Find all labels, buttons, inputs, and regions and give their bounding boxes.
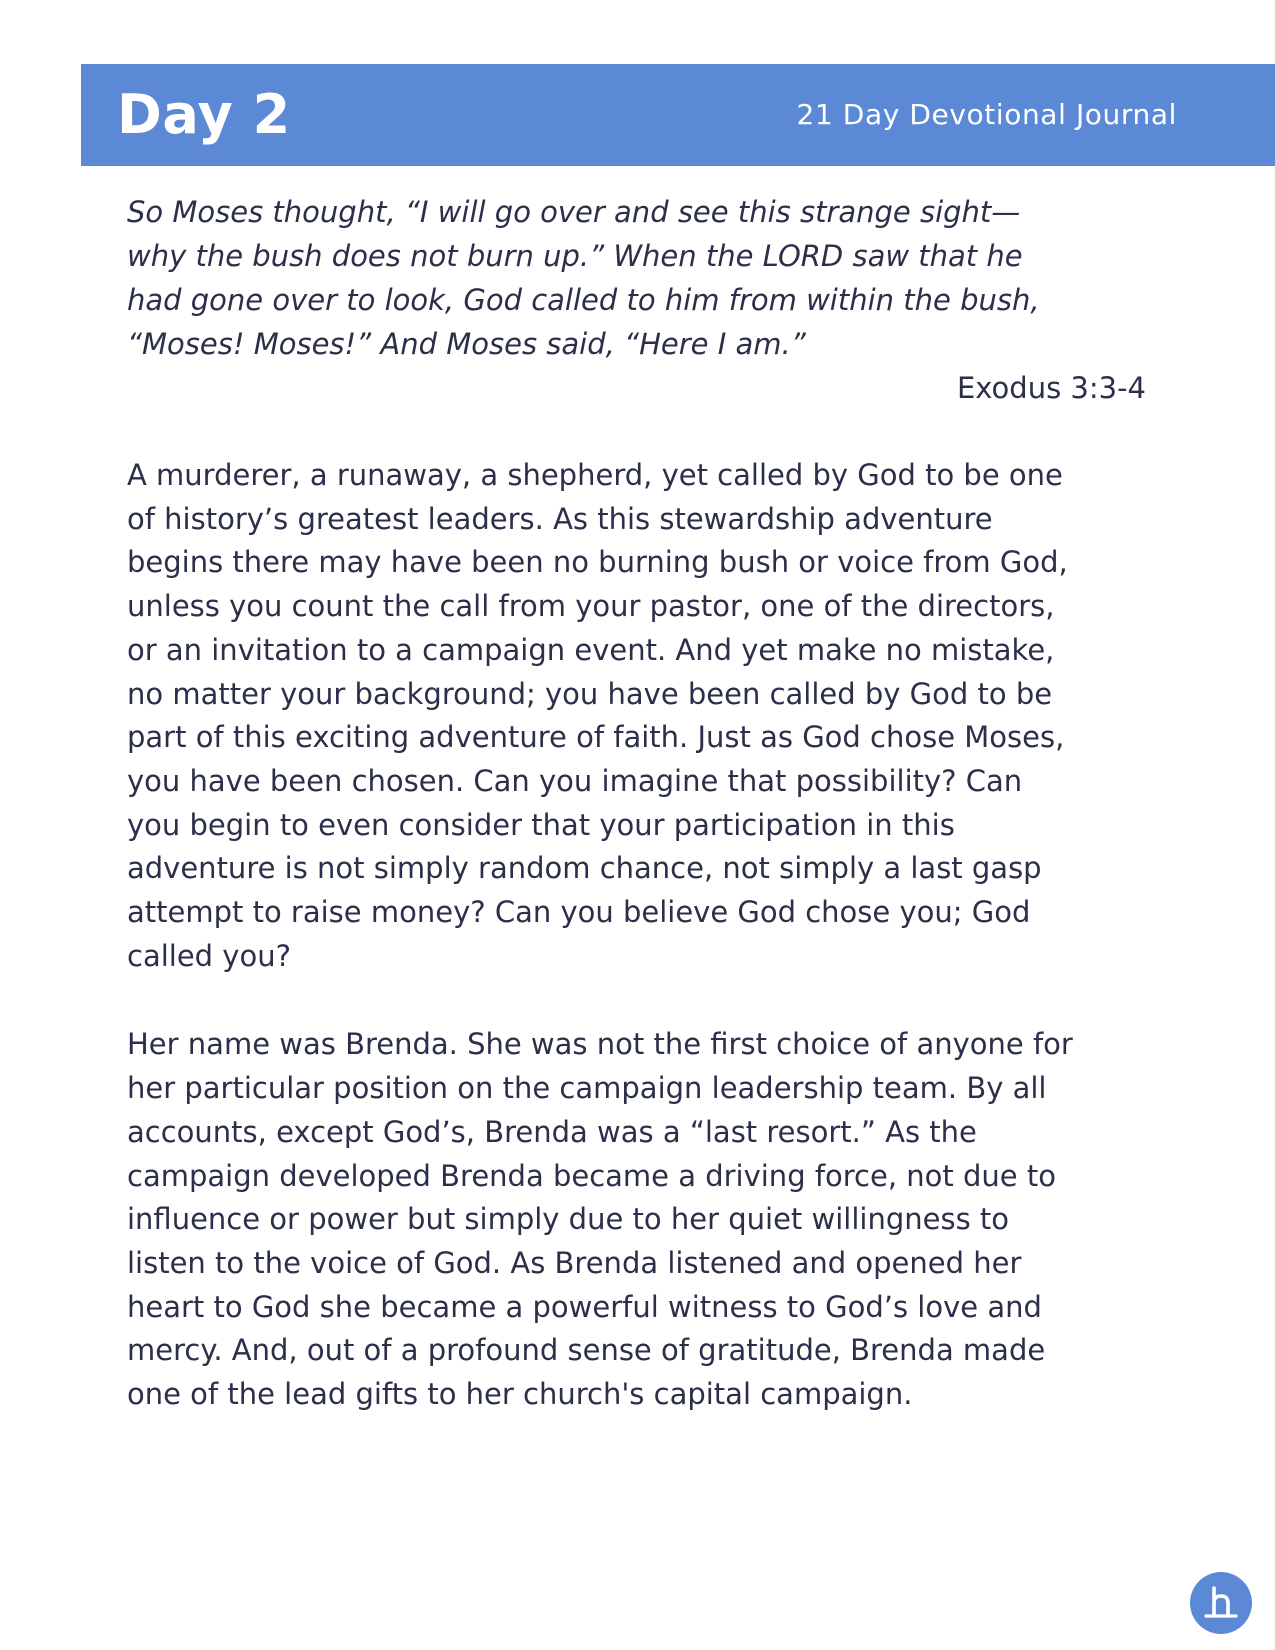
journal-title: 21 Day Devotional Journal [796,98,1177,131]
h-logo-icon [1190,1572,1252,1634]
scripture-quote: So Moses thought, “I will go over and see this strange sight— why the bush does not burn up.” When the LORD saw that he had gone over to look, God called to him from within the bush, “Moses! Moses!” And Moses said, “Here I am.” [127,195,1040,361]
page-content [127,190,1147,1417]
body-paragraph-2: Her name was Brenda. She was not the first choice of anyone for her particular position on the campaign leadership team. By all accounts, except God’s, Brenda was a “last resort.” As the campaign developed Brenda became a driving force, not due to influence or power but simply due to her quiet willingness to listen to the voice of God. As Brenda listened and opened her heart to God she became a powerful witness to God’s love and mercy. And, out of a profound sense of gratitude, Brenda made one of the lead gifts to her church's capital campaign. [127,1027,1073,1412]
page-title: Day 2 [117,83,291,146]
scripture-reference: Exodus 3:3-4 [956,371,1146,405]
body-paragraph-1: A murderer, a runaway, a shepherd, yet called by God to be one of history’s greatest leaders. As this stewardship adventure begins there may have been no burning bush or voice from God, unless you count the call from your pastor, one of the directors, or an invitation to a campaign event. And yet make no mistake, no matter your background; you have been called by God to be part of this exciting adventure of faith. Just as God chose Moses, you have been chosen. Can you imagine that possibility? Can you begin to even consider that your participation in this adventure is not simply random chance, not simply a last gasp attempt to raise money? Can you believe God chose you; God called you? [127,458,1068,973]
